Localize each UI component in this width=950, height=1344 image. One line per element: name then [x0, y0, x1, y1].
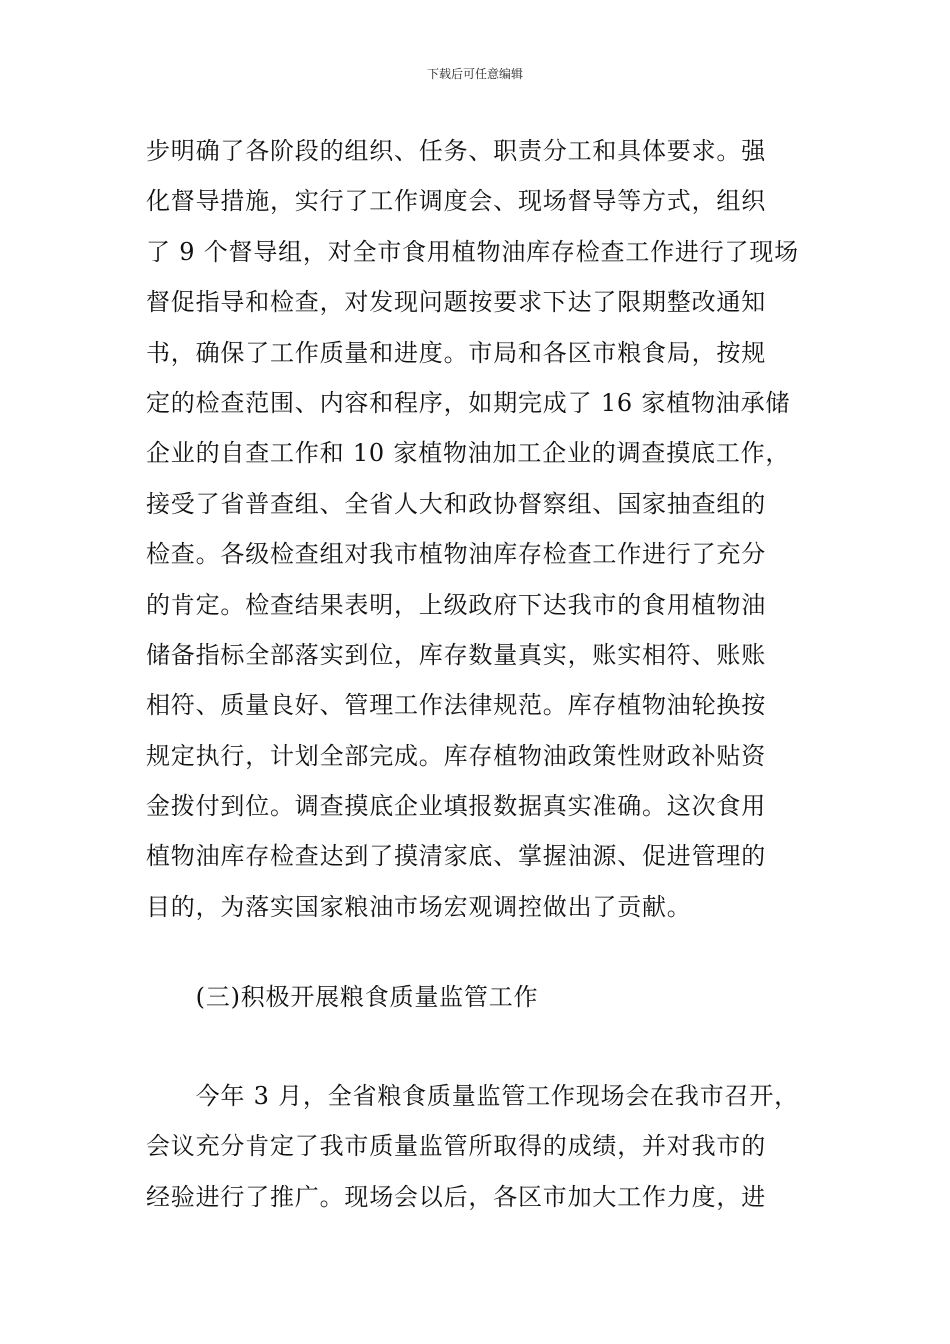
paragraph-line: 植物油库存检查达到了摸清家底、掌握油源、促进管理的 [146, 842, 766, 871]
paragraph-line: 规定执行，计划全部完成。库存植物油政策性财政补贴资 [146, 741, 766, 770]
paragraph-line: 相符、质量良好、管理工作法律规范。库存植物油轮换按 [146, 691, 766, 720]
paragraph-line: 检查。各级检查组对我市植物油库存检查工作进行了充分 [146, 540, 766, 569]
section-heading [146, 972, 806, 1022]
paragraph-line: 储备指标全部落实到位，库存数量真实，账实相符、账账 [146, 640, 766, 669]
paragraph-1 [146, 126, 806, 932]
page-header: 下载后可任意编辑 [426, 67, 523, 81]
paragraph-line: 今年 3 月，全省粮食质量监管工作现场会在我市召开， [146, 1082, 799, 1110]
paragraph-line: 会议充分肯定了我市质量监管所取得的成绩，并对我市的 [146, 1132, 766, 1161]
paragraph-line: 定的检查范围、内容和程序，如期完成了 16 家植物油承储 [146, 388, 791, 417]
paragraph-line: 接受了省普查组、全省人大和政协督察组、国家抽查组的 [146, 489, 766, 518]
paragraph-line: 书，确保了工作质量和进度。市局和各区市粮食局，按规 [146, 338, 766, 367]
paragraph-line: 企业的自查工作和 10 家植物油加工企业的调查摸底工作， [146, 439, 791, 468]
paragraph-line: 督促指导和检查，对发现问题按要求下达了限期整改通知 [146, 288, 766, 317]
paragraph-2 [146, 1071, 806, 1222]
paragraph-line: 的肯定。检查结果表明，上级政府下达我市的食用植物油 [146, 590, 766, 619]
paragraph-line: 化督导措施，实行了工作调度会、现场督导等方式，组织 [146, 187, 766, 216]
paragraph-line: 目的，为落实国家粮油市场宏观调控做出了贡献。 [146, 892, 692, 921]
paragraph-line: 经验进行了推广。现场会以后，各区市加大工作力度，进 [146, 1182, 766, 1211]
section-heading-text: (三)积极开展粮食质量监管工作 [146, 983, 539, 1011]
paragraph-line: 步明确了各阶段的组织、任务、职责分工和具体要求。强 [146, 137, 766, 165]
paragraph-line: 金拨付到位。调查摸底企业填报数据真实准确。这次食用 [146, 792, 766, 821]
paragraph-line: 了 9 个督导组，对全市食用植物油库存检查工作进行了现场 [146, 237, 799, 266]
